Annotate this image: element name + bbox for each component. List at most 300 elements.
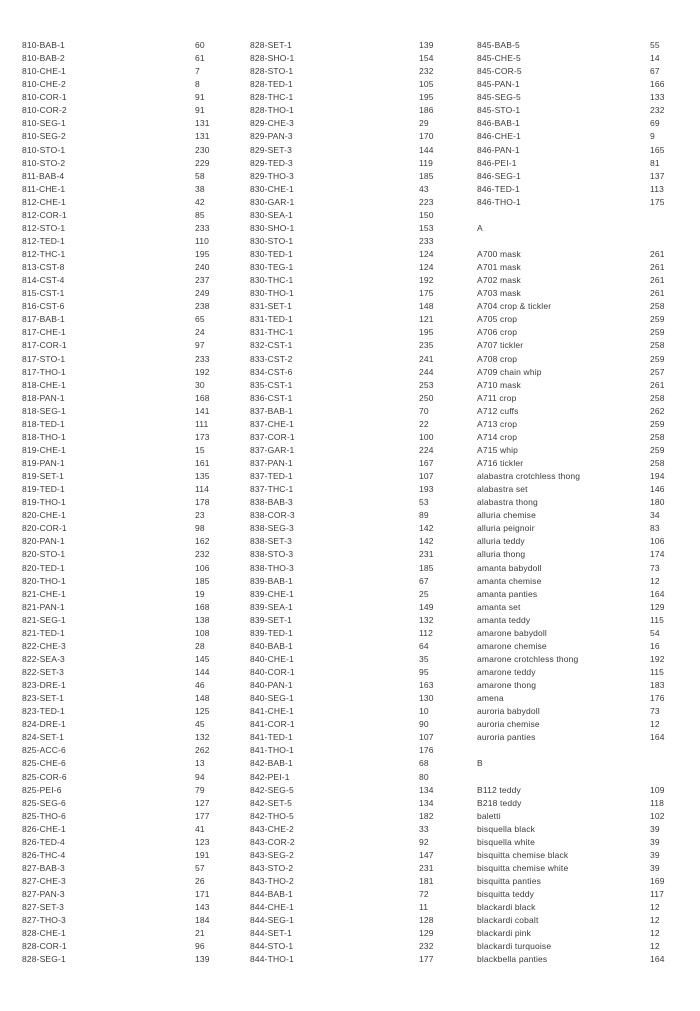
index-entry-page-number: 43 [419,183,429,194]
index-entry-page-number: 192 [195,366,210,377]
index-row [477,875,693,888]
index-row [22,940,234,953]
index-row [477,170,693,183]
index-entry-page-number: 33 [419,823,429,834]
index-entry-page-number: 261 [650,379,665,390]
index-row [22,666,234,679]
index-entry-page-number: 195 [195,249,210,259]
index-entry-page-number: 35 [419,653,429,664]
index-row [22,183,234,196]
index-entry-label: baletti [477,810,501,821]
index-row [22,209,234,222]
index-row [250,862,462,875]
index-entry-label: A715 whip [477,444,519,455]
index-entry-label: bisquitta panties [477,876,541,886]
index-entry-page-number: 67 [419,575,429,586]
index-row [22,222,234,235]
index-entry-label: 835-CST-1 [250,379,293,390]
index-entry-page-number: 98 [195,523,205,534]
index-row [22,862,234,875]
index-entry-page-number: 73 [650,562,660,573]
index-row [22,196,234,209]
index-entry-page-number: 244 [419,366,434,377]
index-row [250,457,462,470]
index-row [477,78,693,91]
index-row [22,640,234,653]
index-entry-label: 846-CHE-1 [477,131,521,142]
index-entry-page-number: 185 [419,562,434,573]
index-row [22,562,234,575]
index-row [477,627,693,640]
index-row [22,78,234,91]
index-entry-page-number: 144 [195,667,210,677]
index-entry-label: 832-CST-1 [250,340,293,351]
index-entry-label: 842-PEI-1 [250,771,290,782]
index-entry-label: 824-SET-1 [22,732,64,743]
index-row [250,405,462,418]
index-entry-label: 820-STO-1 [22,549,66,560]
index-entry-label: blackardi turquoise [477,941,552,952]
index-column-1 [22,39,234,966]
index-row [477,418,693,431]
index-entry-page-number: 177 [195,810,210,821]
index-entry-page-number: 73 [650,706,660,717]
index-entry-label: 817-CHE-1 [22,327,66,338]
index-entry-page-number: 162 [195,536,210,547]
index-row [22,326,234,339]
index-entry-label: 812-CHE-1 [22,196,66,207]
index-entry-page-number: 132 [195,732,210,743]
index-entry-page-number: 176 [419,745,434,756]
index-entry-page-number: 192 [650,653,665,664]
index-entry-page-number: 96 [195,941,205,952]
index-entry-page-number: 39 [650,849,660,860]
index-entry-label: 811-CHE-1 [22,183,66,194]
index-row [250,91,462,104]
index-row [477,444,693,457]
index-entry-label: 846-SEG-1 [477,170,521,181]
index-entry-label: 825-CHE-6 [22,758,66,769]
index-entry-page-number: 8 [195,79,200,90]
index-entry-page-number: 182 [419,810,434,821]
index-entry-label: 845-CHE-5 [477,53,521,64]
index-entry-page-number: 114 [195,484,210,495]
index-entry-page-number: 53 [419,497,429,508]
index-row [250,117,462,130]
index-entry-page-number: 14 [650,53,660,64]
index-row [250,888,462,901]
index-entry-page-number: 241 [419,353,434,364]
index-row [22,575,234,588]
index-entry-page-number: 124 [419,262,434,273]
index-entry-label: 845-BAB-5 [477,40,520,50]
index-entry-page-number: 102 [650,810,665,821]
index-entry-page-number: 90 [419,719,429,730]
index-entry-page-number: 79 [195,784,205,795]
index-entry-label: 830-TEG-1 [250,262,294,273]
index-entry-label: A716 tickler [477,458,524,468]
index-entry-page-number: 148 [419,301,434,312]
index-entry-label: amanta set [477,601,521,612]
index-entry-page-number: 144 [419,144,434,155]
index-row [22,601,234,614]
index-entry-page-number: 233 [419,235,434,246]
index-entry-label: 846-PAN-1 [477,144,520,155]
index-row [22,757,234,770]
index-entry-page-number: 259 [650,327,665,338]
index-entry-page-number: 9 [650,131,655,142]
index-entry-label: A710 mask [477,379,521,390]
index-row [477,405,693,418]
index-entry-label: 843-SEG-2 [250,849,294,860]
index-row [22,614,234,627]
index-entry-label: 813-CST-8 [22,262,65,273]
index-row [477,39,693,52]
index-entry-label: 812-THC-1 [22,249,66,259]
index-entry-label: 829-PAN-3 [250,131,293,142]
index-entry-label: 828-CHE-1 [22,928,66,939]
index-row [22,379,234,392]
index-row [477,692,693,705]
index-row [250,300,462,313]
index-entry-page-number: 164 [650,588,665,599]
section-heading [477,757,693,770]
index-row [477,339,693,352]
index-entry-page-number: 169 [650,876,665,886]
index-entry-label: auroria chemise [477,719,540,730]
index-row [22,875,234,888]
index-row [477,157,693,170]
index-entry-page-number: 168 [195,601,210,612]
index-entry-label: 819-TED-1 [22,484,65,495]
index-entry-page-number: 85 [195,209,205,220]
index-row [250,444,462,457]
index-row [22,52,234,65]
index-entry-page-number: 175 [419,288,434,299]
index-row [477,379,693,392]
index-entry-label: 821-TED-1 [22,627,65,638]
index-entry-label: 825-COR-6 [22,771,67,782]
index-row [477,588,693,601]
row-spacer [477,209,693,222]
index-entry-page-number: 10 [419,706,429,717]
index-entry-label: 843-COR-2 [250,836,295,847]
index-entry-label: 842-SEG-5 [250,784,294,795]
row-spacer [477,744,693,757]
index-entry-page-number: 231 [419,862,434,873]
index-entry-page-number: 174 [650,549,665,560]
index-entry-label: 819-CHE-1 [22,444,66,455]
index-entry-label: 827-CHE-3 [22,876,66,886]
index-entry-page-number: 142 [419,523,434,534]
index-row [250,104,462,117]
index-entry-label: 840-BAB-1 [250,640,293,651]
index-entry-label: 846-TED-1 [477,183,520,194]
index-entry-label: 843-THO-2 [250,876,294,886]
index-entry-label: 821-PAN-1 [22,601,65,612]
index-entry-page-number: 100 [419,431,434,442]
index-column-3 [477,39,693,966]
index-entry-page-number: 123 [195,836,210,847]
index-entry-label: 810-CHE-1 [22,66,66,77]
index-row [477,274,693,287]
index-entry-label: B [477,758,483,769]
index-entry-label: 831-SET-1 [250,301,292,312]
index-entry-page-number: 39 [650,862,660,873]
index-row [22,366,234,379]
index-entry-label: 841-TED-1 [250,732,293,743]
index-entry-page-number: 41 [195,823,205,834]
index-entry-page-number: 12 [650,941,660,952]
index-entry-label: 819-SET-1 [22,471,64,482]
index-entry-label: 833-CST-2 [250,353,293,364]
index-entry-page-number: 150 [419,209,434,220]
index-entry-label: alluria thong [477,549,526,560]
index-entry-label: A704 crop & tickler [477,301,552,312]
index-entry-label: 822-SEA-3 [22,653,65,664]
index-entry-label: 838-THO-3 [250,562,294,573]
index-entry-label: 844-SEG-1 [250,915,294,926]
index-row [250,797,462,810]
index-entry-page-number: 42 [195,196,205,207]
index-entry-page-number: 129 [419,928,434,939]
index-entry-label: 810-SEG-1 [22,118,66,129]
index-entry-page-number: 191 [195,849,210,860]
index-row [477,326,693,339]
index-entry-label: 844-BAB-1 [250,889,293,900]
index-row [22,548,234,561]
index-entry-label: bisquella white [477,836,536,847]
index-entry-label: alluria chemise [477,510,536,521]
index-entry-page-number: 80 [419,771,429,782]
index-entry-page-number: 139 [195,954,210,965]
index-entry-label: 842-BAB-1 [250,758,293,769]
index-row [250,588,462,601]
index-entry-page-number: 176 [650,693,665,704]
index-entry-label: amarone teddy [477,667,536,677]
index-entry-page-number: 262 [650,405,665,416]
index-row [250,810,462,823]
index-row [250,614,462,627]
index-row [22,157,234,170]
index-entry-label: 811-BAB-4 [22,170,65,181]
index-entry-page-number: 230 [195,144,210,155]
index-entry-label: 820-THO-1 [22,575,66,586]
index-entry-page-number: 163 [419,680,434,691]
index-entry-label: 825-PEI-6 [22,784,62,795]
index-entry-page-number: 117 [650,889,665,900]
index-entry-page-number: 131 [195,131,210,142]
index-row [22,39,234,52]
index-entry-label: 846-THO-1 [477,196,521,207]
index-row [477,562,693,575]
index-entry-page-number: 25 [419,588,429,599]
index-entry-label: 810-COR-2 [22,105,67,116]
index-entry-page-number: 186 [419,105,434,116]
index-entry-label: amarone chemise [477,640,547,651]
index-entry-page-number: 177 [419,954,434,965]
index-entry-page-number: 39 [650,836,660,847]
index-row [250,679,462,692]
index-entry-label: 844-CHE-1 [250,902,294,913]
index-entry-label: 820-COR-1 [22,523,67,534]
index-row [250,535,462,548]
index-entry-label: 838-SET-3 [250,536,292,547]
index-entry-page-number: 171 [195,889,210,900]
index-entry-page-number: 128 [419,915,434,926]
index-entry-label: 812-STO-1 [22,222,66,233]
index-entry-page-number: 106 [650,536,665,547]
index-entry-page-number: 7 [195,66,200,77]
index-row [250,170,462,183]
index-entry-page-number: 153 [419,222,434,233]
index-entry-label: 838-COR-3 [250,510,295,521]
index-entry-label: 845-COR-5 [477,66,522,77]
index-entry-label: A700 mask [477,249,521,259]
index-entry-page-number: 55 [650,40,660,50]
index-entry-label: 841-THO-1 [250,745,294,756]
index-row [22,248,234,261]
index-entry-page-number: 146 [650,484,665,495]
index-row [250,757,462,770]
index-row [22,509,234,522]
index-entry-label: 827-PAN-3 [22,889,65,900]
index-entry-label: blackardi pink [477,928,532,939]
index-entry-page-number: 258 [650,431,665,442]
index-entry-label: 828-SEG-1 [22,954,66,965]
index-entry-label: 839-SEA-1 [250,601,293,612]
index-entry-page-number: 129 [650,601,665,612]
index-entry-label: alluria peignoir [477,523,535,534]
index-entry-label: 830-THC-1 [250,275,294,286]
index-entry-label: 837-CHE-1 [250,418,294,429]
index-entry-page-number: 111 [195,418,209,429]
index-entry-page-number: 105 [419,79,434,90]
index-row [22,927,234,940]
index-entry-label: 834-CST-6 [250,366,293,377]
index-entry-label: A708 crop [477,353,518,364]
index-row [22,810,234,823]
index-entry-page-number: 39 [650,823,660,834]
index-row [22,901,234,914]
index-entry-label: 810-STO-2 [22,157,66,168]
index-entry-label: 818-PAN-1 [22,392,65,403]
index-row [477,679,693,692]
index-entry-page-number: 262 [195,745,210,756]
index-entry-label: bisquitta teddy [477,889,535,900]
index-entry-label: 824-DRE-1 [22,719,66,730]
index-row [250,692,462,705]
index-entry-label: 845-SEG-5 [477,92,521,103]
index-row [250,157,462,170]
index-entry-label: 821-SEG-1 [22,614,66,625]
index-row [22,692,234,705]
index-entry-label: 828-COR-1 [22,941,67,952]
index-entry-page-number: 167 [419,458,434,468]
index-row [477,901,693,914]
index-row [250,274,462,287]
index-row [477,535,693,548]
index-entry-page-number: 38 [195,183,205,194]
index-row [22,470,234,483]
index-row [477,104,693,117]
index-entry-label: 829-THO-3 [250,170,294,181]
index-row [22,914,234,927]
index-row [22,457,234,470]
index-row [22,771,234,784]
index-entry-label: 841-CHE-1 [250,706,294,717]
index-row [250,130,462,143]
index-entry-page-number: 259 [650,418,665,429]
index-entry-page-number: 237 [195,275,210,286]
index-row [477,52,693,65]
index-row [250,366,462,379]
index-entry-page-number: 134 [419,784,434,795]
index-row [22,679,234,692]
index-row [250,431,462,444]
index-entry-page-number: 69 [650,118,660,129]
index-entry-page-number: 34 [650,510,660,521]
index-entry-page-number: 61 [195,53,205,64]
index-entry-page-number: 232 [195,549,210,560]
index-entry-label: A706 crop [477,327,518,338]
index-row [250,718,462,731]
index-entry-label: 827-SET-3 [22,902,64,913]
index-entry-label: 817-BAB-1 [22,314,65,325]
index-entry-page-number: 46 [195,680,205,691]
index-row [22,953,234,966]
index-entry-page-number: 107 [419,732,434,743]
index-row [250,575,462,588]
index-entry-page-number: 124 [419,249,434,259]
index-entry-label: 810-CHE-2 [22,79,66,90]
index-row [22,731,234,744]
index-row [250,744,462,757]
index-row [477,849,693,862]
index-entry-label: amanta teddy [477,614,531,625]
index-entry-page-number: 115 [650,614,665,625]
index-entry-page-number: 193 [419,484,434,495]
index-entry-label: 817-THO-1 [22,366,66,377]
index-row [22,353,234,366]
index-entry-label: blackardi cobalt [477,915,539,926]
index-entry-page-number: 181 [419,876,434,886]
index-entry-page-number: 81 [650,157,660,168]
index-row [22,718,234,731]
index-row [477,797,693,810]
index-row [22,392,234,405]
index-row [477,392,693,405]
index-row [477,718,693,731]
index-entry-page-number: 178 [195,497,210,508]
index-entry-label: A714 crop [477,431,518,442]
index-entry-page-number: 170 [419,131,434,142]
index-entry-page-number: 109 [650,784,665,795]
index-entry-page-number: 147 [419,849,434,860]
index-entry-page-number: 91 [195,92,205,103]
index-row [22,104,234,117]
index-entry-label: 837-PAN-1 [250,458,293,468]
index-entry-page-number: 137 [650,170,665,181]
index-entry-label: A709 chain whip [477,366,542,377]
index-entry-page-number: 108 [195,627,210,638]
index-row [22,444,234,457]
index-row [477,144,693,157]
index-row [22,483,234,496]
index-row [477,927,693,940]
index-entry-page-number: 64 [419,640,429,651]
index-entry-page-number: 115 [650,667,665,677]
